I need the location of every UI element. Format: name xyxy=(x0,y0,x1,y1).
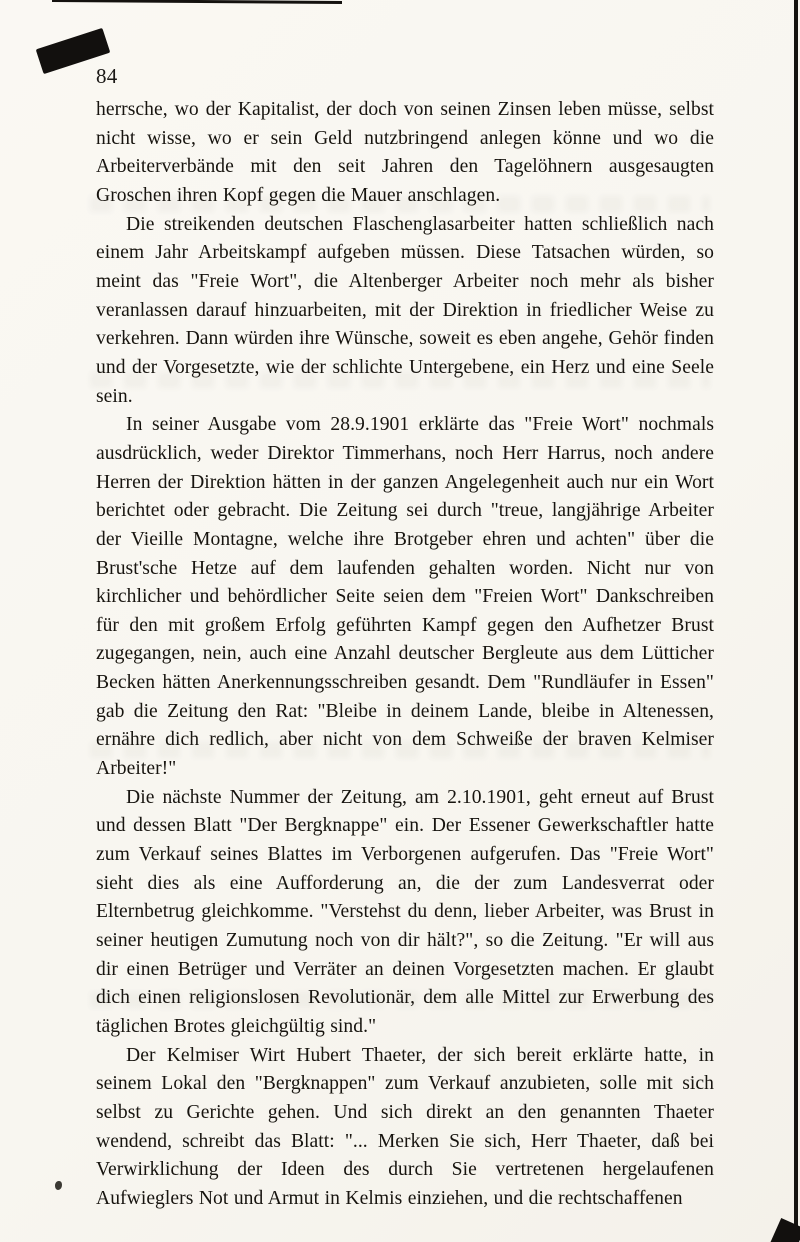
scan-artifact-bottom-left-mark xyxy=(55,1181,62,1190)
scan-artifact-top-edge xyxy=(52,0,342,4)
text-block xyxy=(96,64,714,1214)
paragraph-continuation: herrsche, wo der Kapitalist, der doch von seinen Zinsen leben müsse, selbst nicht wisse, wo er sein Geld nutzbringend anlegen könne und wo die Arbeiterverbände mit den seit Jahren den Tagelöhnern ausgesaugten Groschen ihren Kopf gegen die Mauer anschlagen. xyxy=(96,99,714,206)
paragraph: Die nächste Nummer der Zeitung, am 2.10.1901, geht erneut auf Brust und dessen Blatt "Der Bergknappe" ein. Der Essener Gewerkschaftler hatte zum Verkauf seines Blattes im Verborgenen aufgerufen. Das "Freie Wort" sieht dies als eine Aufforderung an, die der zum Landesverrat oder Elternbetrug gleichkomme. "Verstehst du denn, lieber Arbeiter, was Brust in seiner heutigen Zumutung noch von dir hält?", so die Zeitung. "Er will aus dir einen Betrüger und Verräter an deinen Vorgesetzten machen. Er glaubt dich einen religionslosen Revolutionär, dem alle Mittel zur Erwerbung des täglichen Brotes gleichgültig sind." xyxy=(96,786,714,1037)
paragraph: Die streikenden deutschen Flaschenglasarbeiter hatten schließlich nach einem Jahr Arbeitskampf aufgeben müssen. Diese Tatsachen würden, so meint das "Freie Wort", die Altenberger Arbeiter noch mehr als bisher veranlassen darauf hinzuarbeiten, mit der Direktion in friedlicher Weise zu verkehren. Dann würden ihre Wünsche, soweit es eben angehe, Gehör finden und der Vorgesetzte, wie der schlichte Untergebene, ein Herz und eine Seele sein. xyxy=(96,213,714,407)
paragraph: Der Kelmiser Wirt Hubert Thaeter, der sich bereit erklärte hatte, in seinem Lokal den "Bergknappen" zum Verkauf anzubieten, solle mit sich selbst zu Gerichte gehen. Und sich direkt an den genannten Thaeter wendend, schreibt das Blatt: "... Merken Sie sich, Herr Thaeter, daß bei Verwirklichung der Ideen des durch Sie vertretenen hergelaufenen Aufwieglers Not und Armut in Kelmis einziehen, und die rechtschaffenen xyxy=(96,1044,714,1209)
page-number: 84 xyxy=(96,64,118,88)
scan-artifact-right-edge xyxy=(794,0,798,1242)
paragraph: In seiner Ausgabe vom 28.9.1901 erklärte das "Freie Wort" nochmals ausdrücklich, weder Direktor Timmerhans, noch Herr Harrus, noch andere Herren der Direktion hätten in der ganzen Angelegenheit auch nur ein Wort berichtet oder gebracht. Die Zeitung sei durch "treue, langjährige Arbeiter der Vieille Montagne, welche ihre Brotgeber ehren und achten" über die Brust'sche Hetze auf dem laufenden gehalten worden. Nicht nur von kirchlicher und behördlicher Seite seien dem "Freien Wort" Dankschreiben für den mit großem Erfolg geführten Kampf gegen den Aufhetzer Brust zugegangen, nein, auch eine Anzahl deutscher Bergleute aus dem Lütticher Becken hätten Anerkennungsschreiben gesandt. Dem "Rundläufer in Essen" gab die Zeitung den Rat: "Bleibe in deinem Lande, bleibe in Altenessen, ernähre dich redlich, aber nicht von dem Schweiße der braven Kelmiser Arbeiter!" xyxy=(96,414,714,780)
